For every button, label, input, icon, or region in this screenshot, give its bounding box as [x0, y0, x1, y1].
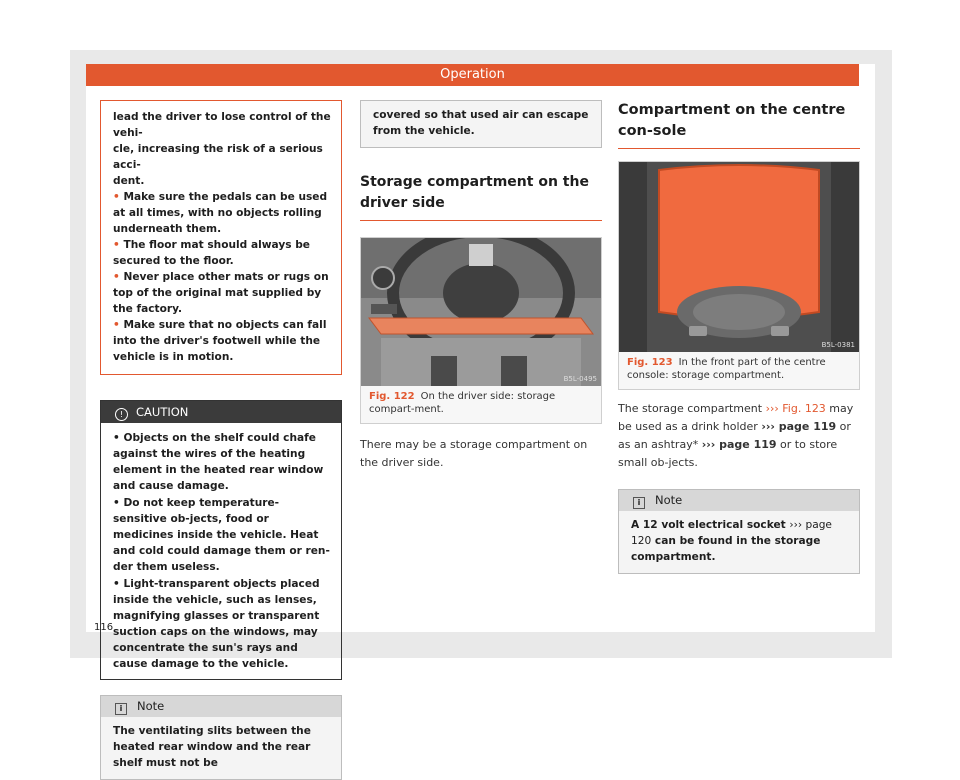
column-left: [100, 100, 342, 780]
page-link[interactable]: ››› page 120: [631, 519, 832, 547]
bullet-icon: •: [113, 319, 124, 331]
note-header: i Note: [619, 490, 859, 511]
figure-image: [361, 238, 601, 386]
section-heading: Storage compartment on the driver side: [360, 172, 602, 221]
section-header: Operation: [86, 64, 859, 86]
caution-box: [100, 400, 342, 680]
warning-line: dent.: [113, 175, 145, 187]
note-box: [618, 489, 860, 574]
centre-console-illustration: [619, 162, 859, 352]
figure-image: [619, 162, 859, 352]
figure-caption: Fig. 122 On the driver side: storage compart-ment.: [369, 391, 556, 415]
caution-item: • Objects on the shelf could chafe against the wires of the heating element in the heated rear window and cause damage.: [113, 432, 324, 492]
caution-item: • Do not keep temperature-sensitive ob-jects, food or medicines inside the vehicle. Heat and cold could damage them or ren-der them useless.: [113, 497, 330, 573]
image-code: B5L-0381: [821, 341, 855, 349]
caution-header: ! CAUTION: [101, 401, 341, 423]
caution-item: • Light-transparent objects placed inside the vehicle, such as lenses, magnifying glasses or transparent suction caps on the windows, may concentrate the sun's rays and cause damage to the vehicle.: [113, 578, 320, 670]
info-icon: i: [115, 703, 127, 715]
warning-item: • Never place other mats or rugs on top of the original mat supplied by the factory.: [113, 271, 329, 315]
body-paragraph: The storage compartment ››› Fig. 123 may be used as a drink holder ››› page 119 or as an ashtray* ››› page 119 or to store small ob-jects.: [618, 402, 854, 469]
page-link[interactable]: ››› page 119: [761, 420, 837, 433]
driver-storage-illustration: [361, 238, 601, 386]
note-continued-text: covered so that used air can escape from the vehicle.: [373, 109, 589, 137]
info-icon: i: [633, 497, 645, 509]
bullet-icon: •: [113, 271, 124, 283]
section-heading: Compartment on the centre con-sole: [618, 100, 860, 149]
figure-link[interactable]: ››› Fig. 123: [765, 402, 826, 415]
warning-item: • Make sure the pedals can be used at all times, with no objects rolling underneath them.: [113, 191, 328, 235]
caution-body: [101, 423, 341, 679]
figure-122: [360, 237, 602, 424]
bullet-icon: •: [113, 191, 124, 203]
note-continued-box: [360, 100, 602, 148]
body-paragraph: There may be a storage compartment on the driver side.: [360, 438, 588, 469]
bullet-icon: •: [113, 239, 124, 251]
figure-123: [618, 161, 860, 390]
note-text: The ventilating slits between the heated rear window and the rear shelf must not be: [113, 725, 311, 769]
column-middle: [360, 100, 602, 472]
page-link[interactable]: ››› page 119: [701, 438, 777, 451]
note-header: i Note: [101, 696, 341, 717]
warning-item: • Make sure that no objects can fall into the driver's footwell while the vehicle is in motion.: [113, 319, 327, 363]
warning-line: cle, increasing the risk of a serious acci-: [113, 143, 323, 171]
figure-caption: Fig. 123 In the front part of the centre console: storage compartment.: [627, 357, 826, 381]
warning-line: lead the driver to lose control of the vehi-: [113, 111, 331, 139]
warning-item: • The floor mat should always be secured to the floor.: [113, 239, 310, 267]
column-right: [618, 100, 860, 574]
page-number: 116: [94, 622, 114, 633]
image-code: B5L-0495: [563, 375, 597, 383]
note-text: A 12 volt electrical socket ››› page 120 can be found in the storage compartment.: [631, 519, 832, 563]
caution-icon: !: [115, 408, 128, 421]
warning-box: [100, 100, 342, 375]
